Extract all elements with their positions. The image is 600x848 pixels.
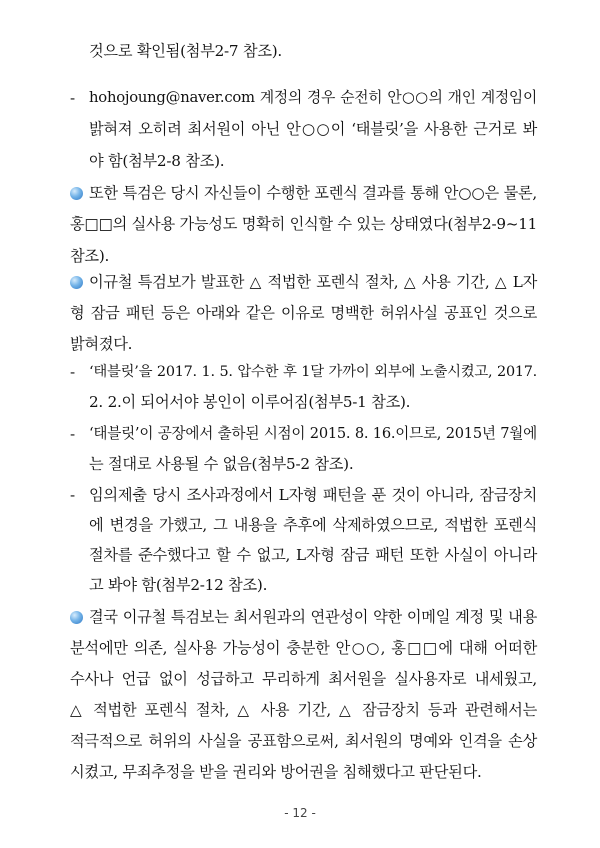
paragraph-line: 또한 특검은 당시 자신들이 수행한 포렌식 결과를 통해 안○○은 물론, xyxy=(89,184,537,202)
page-number: - 12 - xyxy=(284,806,316,820)
paragraph-line: 이규철 특검보가 발표한 △ 적법한 포렌식 절차, △ 사용 기간, △ L자 xyxy=(89,273,537,291)
bullet-icon xyxy=(70,611,83,624)
dash-marker: - xyxy=(70,363,76,381)
paragraph-line: 밝혀져 오히려 최서원이 아닌 안○○이 ‘태블릿’을 사용한 근거로 봐 xyxy=(89,120,537,138)
paragraph-line: 형 잠금 패턴 등은 아래와 같은 이유로 명백한 허위사실 공표인 것으로 xyxy=(70,304,537,322)
paragraph-line: 2. 2.이 되어서야 봉인이 이루어짐(첨부5-1 참조). xyxy=(89,393,411,411)
bullet-icon xyxy=(70,187,83,200)
paragraph-line: 결국 이규철 특검보는 최서원과의 연관성이 약한 이메일 계정 및 내용 xyxy=(89,608,537,626)
dash-marker: - xyxy=(70,89,76,107)
paragraph-line: 홍□□의 실사용 가능성도 명확히 인식할 수 있는 상태였다(첨부2-9~11 xyxy=(70,215,538,233)
paragraph-line: 것으로 확인됨(첨부2-7 참조). xyxy=(89,42,283,60)
paragraph-line: ‘태블릿’을 2017. 1. 5. 압수한 후 1달 가까이 외부에 노출시켰고, 2017. xyxy=(89,364,537,380)
paragraph-line: 에 변경을 가했고, 그 내용을 추후에 삭제하였으므로, 적법한 포렌식 xyxy=(89,516,537,534)
paragraph-line: 분석에만 의존, 실사용 가능성이 충분한 안○○, 홍□□에 대해 어떠한 xyxy=(70,639,537,657)
paragraph-line: 야 함(첨부2-8 참조). xyxy=(89,152,225,170)
paragraph-line: hohojoung@naver.com 계정의 경우 순전히 안○○의 개인 계정임이 xyxy=(89,89,537,106)
paragraph-line: 적극적으로 허위의 사실을 공표함으로써, 최서원의 명예와 인격을 손상 xyxy=(70,732,537,750)
paragraph-line: 는 절대로 사용될 수 없음(첨부5-2 참조). xyxy=(89,455,354,473)
dash-marker: - xyxy=(70,486,76,504)
dash-marker: - xyxy=(70,425,76,443)
paragraph-line: ‘태블릿’이 공장에서 출하된 시점이 2015. 8. 16.이므로, 2015년 7월에 xyxy=(89,425,537,442)
paragraph-line: 밝혀졌다. xyxy=(70,335,133,353)
paragraph-line: 임의제출 당시 조사과정에서 L자형 패턴을 푼 것이 아니라, 잠금장치 xyxy=(89,486,537,504)
paragraph-line: 수사나 언급 없이 성급하고 무리하게 최서원을 실사용자로 내세웠고, xyxy=(70,670,537,688)
bullet-icon xyxy=(70,276,83,289)
paragraph-line: △ 적법한 포렌식 절차, △ 사용 기간, △ 잠금장치 등과 관련해서는 xyxy=(70,701,537,719)
paragraph-line: 참조). xyxy=(70,247,110,265)
paragraph-line: 절차를 준수했다고 할 수 없고, L자형 잠금 패턴 또한 사실이 아니라 xyxy=(89,546,537,564)
paragraph-line: 시켰고, 무죄추정을 받을 권리와 방어권을 침해했다고 판단된다. xyxy=(70,763,482,781)
paragraph-line: 고 봐야 함(첨부2-12 참조). xyxy=(89,576,268,594)
